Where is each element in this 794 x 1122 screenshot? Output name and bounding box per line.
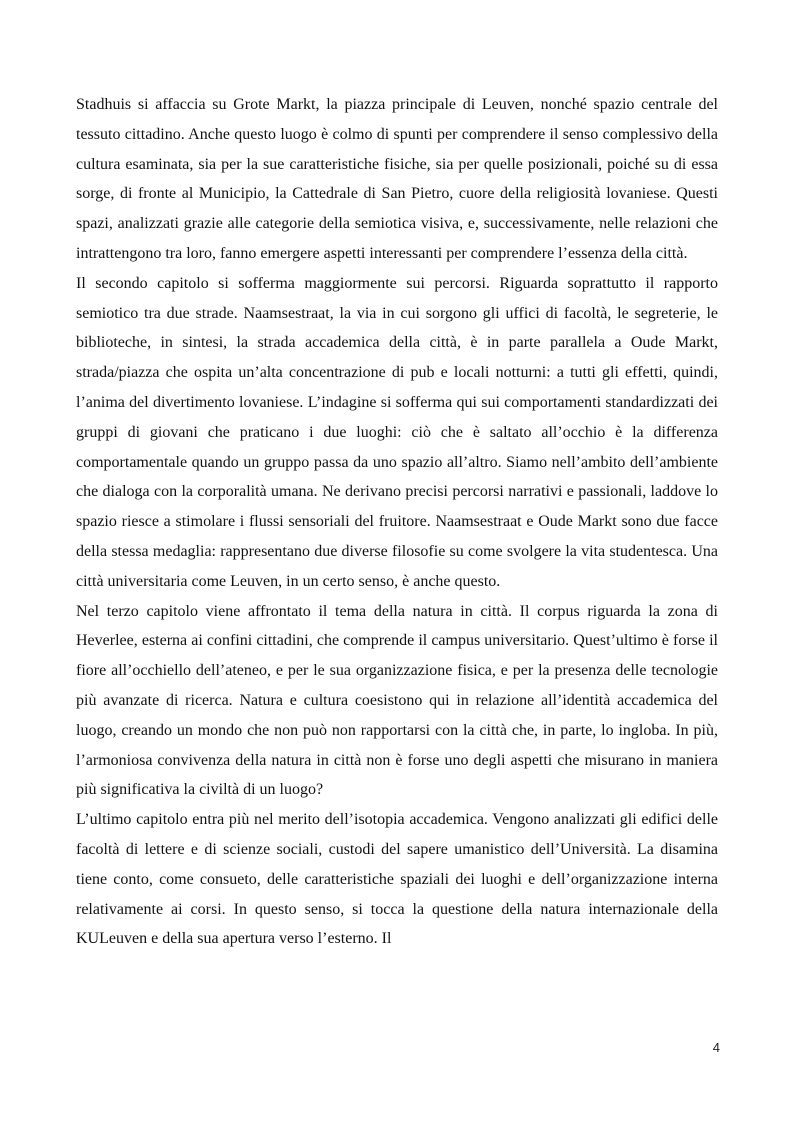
paragraph-third-chapter: Nel terzo capitolo viene affrontato il tema della natura in città. Il corpus riguarda la zona di Heverlee, esterna ai confini cittadini, che comprende il campus universitario. Quest’ultimo è forse il fiore all’occhiello dell’ateneo, e per le sua organizzazione fisica, e per la presenza delle tecnologie più avanzate di ricerca. Natura e cultura coesistono qui in relazione all’identità accademica del luogo, creando un mondo che non può non rapportarsi con la città che, in parte, lo ingloba. In più, l’armoniosa convivenza della natura in città non è forse uno degli aspetti che misurano in maniera più significativa la civiltà di un luogo? [76, 602, 718, 799]
document-body [76, 90, 718, 954]
paragraph-last-chapter: L’ultimo capitolo entra più nel merito dell’isotopia accademica. Vengono analizzati gli edifici delle facoltà di lettere e di scienze sociali, custodi del sapere umanistico dell’Università. La disamina tiene conto, come consueto, delle caratteristiche spaziali dei luoghi e dell’organizzazione interna relativamente ai corsi. In questo senso, si tocca la questione della natura internazionale della KULeuven e della sua apertura verso l’esterno. Il [76, 811, 718, 948]
paragraph-second-chapter: Il secondo capitolo si sofferma maggiormente sui percorsi. Riguarda soprattutto il rapporto semiotico tra due strade. Naamsestraat, la via in cui sorgono gli uffici di facoltà, le segreterie, le biblioteche, in sintesi, la strada accademica della città, è in parte parallela a Oude Markt, strada/piazza che ospita un’alta concentrazione di pub e locali notturni: a tutti gli effetti, quindi, l’anima del divertimento lovaniese. L’indagine si sofferma qui sui comportamenti standardizzati dei gruppi di giovani che praticano i due luoghi: ciò che è saltato all’occhio è la differenza comportamentale quando un gruppo passa da uno spazio all’altro. Siamo nell’ambito dell’ambiente che dialoga con la corporalità umana. Ne derivano precisi percorsi narrativi e passionali, laddove lo spazio riesce a stimolare i flussi sensoriali del fruitore. Naamsestraat e Oude Markt sono due facce della stessa medaglia: rappresentano due diverse filosofie su come svolgere la vita studentesca. Una città universitaria come Leuven, in un certo senso, è anche questo. [76, 274, 718, 590]
page-number: 4 [712, 1040, 720, 1055]
paragraph-grote-markt: Stadhuis si affaccia su Grote Markt, la piazza principale di Leuven, nonché spazio centrale del tessuto cittadino. Anche questo luogo è colmo di spunti per comprendere il senso complessivo della cultura esaminata, sia per la sue caratteristiche fisiche, sia per quelle posizionali, poiché su di essa sorge, di fronte al Municipio, la Cattedrale di San Pietro, cuore della religiosità lovaniese. Questi spazi, analizzati grazie alle categorie della semiotica visiva, e, successivamente, nelle relazioni che intrattengono tra loro, fanno emergere aspetti interessanti per comprendere l’essenza della città. [76, 96, 718, 262]
